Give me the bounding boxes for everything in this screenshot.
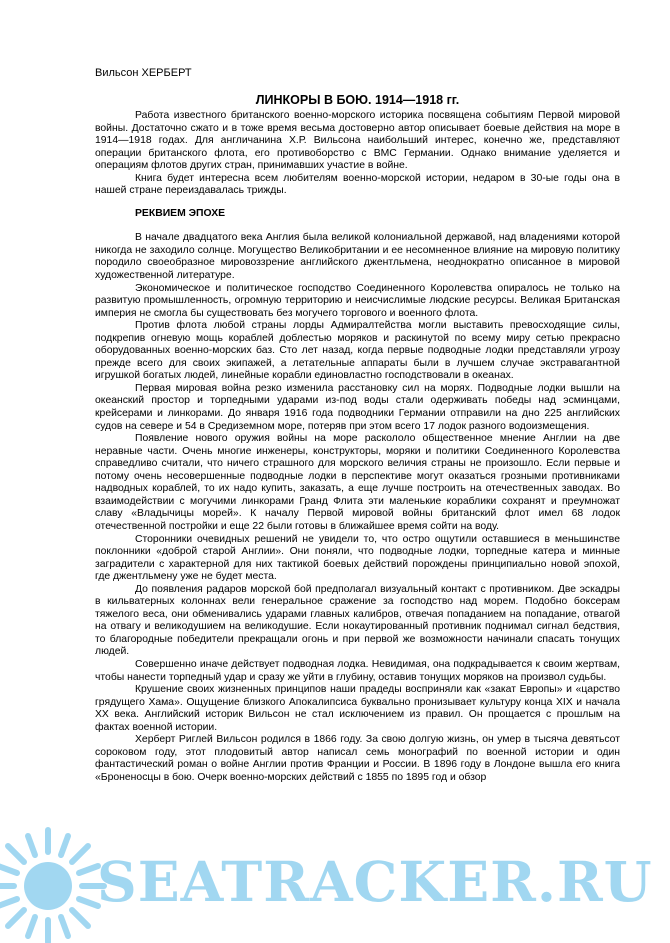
intro-paragraph: Книга будет интересна всем любителям военно-морской истории, недаром в 30-ые годы она в нашей стране переиздавалась трижды. — [95, 172, 620, 197]
section-paragraph: Сторонники очевидных решений не увидели то, что остро ощутили оставшиеся в меньшинстве поклонники «доброй старой Англии». Они поняли, что подводные лодки, торпедные катера и минные заградители с характерной для них тактикой боевых действий порождены принципиально новой эпохой, где джентльмену уже не будет места. — [95, 533, 620, 583]
section-paragraph: В начале двадцатого века Англия была великой колониальной державой, над владениями которой никогда не заходило солнце. Могущество Великобритании и ее несомненное влияние на мировую политику породило своеобразное мировоззрение английского джентльмена, неоднократно описанное в мировой художественной литературе. — [95, 232, 620, 282]
section-paragraph: Совершенно иначе действует подводная лодка. Невидимая, она подкрадывается к своим жертвам, чтобы нанести торпедный удар и сразу же уйти в глубину, оставив тонущих моряков на произвол судьбы. — [95, 658, 620, 683]
section-paragraph: Появление нового оружия войны на море раскололо общественное мнение Англии на две неравные части. Очень многие инженеры, конструкторы, моряки и политики Соединенного Королевства справедливо считали, что ничего страшного для морского величия страны не произошло. Если первые и потому очень несовершенные подводные лодки в перспективе могут оказаться грозными противниками надводных кораблей, то их надо купить, заказать, а еще лучше построить на отечественных заводах. Во взаимодействии с могучими линкорами Гранд Флита эти маленькие кораблики сохранят и преумножат славу «Владычицы морей». К началу Первой мировой войны британский флот имел 68 лодок отечественной постройки и еще 22 были готовы в ближайшее время сойти на воду. — [95, 433, 620, 532]
sun-icon — [0, 830, 104, 942]
author-name: Вильсон ХЕРБЕРТ — [95, 67, 192, 79]
section-paragraph: Экономическое и политическое господство Соединенного Королевства опиралось не только на развитую промышленность, огромную территорию и неисчислимые людские ресурсы. Великая Британская империя не смогла бы существовать без могучего торгового и военного флота. — [95, 282, 620, 319]
section-paragraph: Против флота любой страны лорды Адмиралтейства могли выставить превосходящие силы, подкрепив огневую мощь кораблей доблестью моряков и раскинутой по всему миру сетью прекрасно оборудованных военно-морских баз. Сто лет назад, когда первые подводные лодки представляли угрозу прежде всего для своих экипажей, а летательные аппараты были в лучшем случае экстравагантной игрушкой богатых людей, линейные корабли единовластно господствовали в океанах. — [95, 320, 620, 382]
document-body — [95, 110, 620, 784]
section-paragraph: Херберт Риглей Вильсон родился в 1866 году. За свою долгую жизнь, он умер в тысяча девятьсот сороковом году, этот плодовитый автор написал семь монографий по военной истории и один фантастический роман о войне Англии против Франции и России. В 1896 году в Лондоне вышла его книга «Броненосцы в бою. Очерк военно-морских действий с 1855 по 1895 год и обзор — [95, 734, 620, 783]
book-title: ЛИНКОРЫ В БОЮ. 1914—1918 гг. — [255, 93, 460, 107]
section-paragraph: Первая мировая война резко изменила расстановку сил на морях. Подводные лодки вышли на океанский простор и торпедными ударами из-под воды стали одерживать победы над эсминцами, крейсерами и линкорами. До января 1916 года подводники Германии отправили на дно 225 английских судов на севере и 54 в Средиземном море, потеряв при этом всего 17 лодок разного водоизмещения. — [95, 382, 620, 432]
watermark-text: SEATRACKER.RU — [97, 849, 653, 914]
section-paragraph: Крушение своих жизненных принципов наши прадеды восприняли как «закат Европы» и «царство грядущего Хама». Ощущение близкого Апокалипсиса буквально пронизывает культуру конца XIX и начала XX века. Английский историк Вильсон не стал исключением из правил. Он прощается с прошлым на фактах военной истории. — [95, 684, 620, 733]
intro-paragraph: Работа известного британского военно-морского историка посвящена событиям Первой мировой войны. Достаточно сжато и в тоже время весьма достоверно автор описывает боевые действия на море в 1914—1918 годах. Для англичанина Х.Р. Вильсона наибольший интерес, конечно же, представляют операции британского флота, его противоборство с ВМС Германии. Однако внимание уделяется и операциям флотов других стран, принимавших участие в войне. — [95, 110, 620, 172]
section-heading: РЕКВИЕМ ЭПОХЕ — [135, 207, 226, 219]
section-paragraph: До появления радаров морской бой предполагал визуальный контакт с противником. Две эскадры в кильватерных колоннах вели генеральное сражение за господство над морем. Подобно боксерам тяжелого веса, они обменивались ударами главных калибров, отвечая попаданием на попадание, отвагой на отвагу и великодушием на великодушие. Если нокаутированный противник поднимал сигнал бедствия, то благородные победители прекращали огонь и при первой же возможности начинали спасать тонущих людей. — [95, 583, 620, 658]
